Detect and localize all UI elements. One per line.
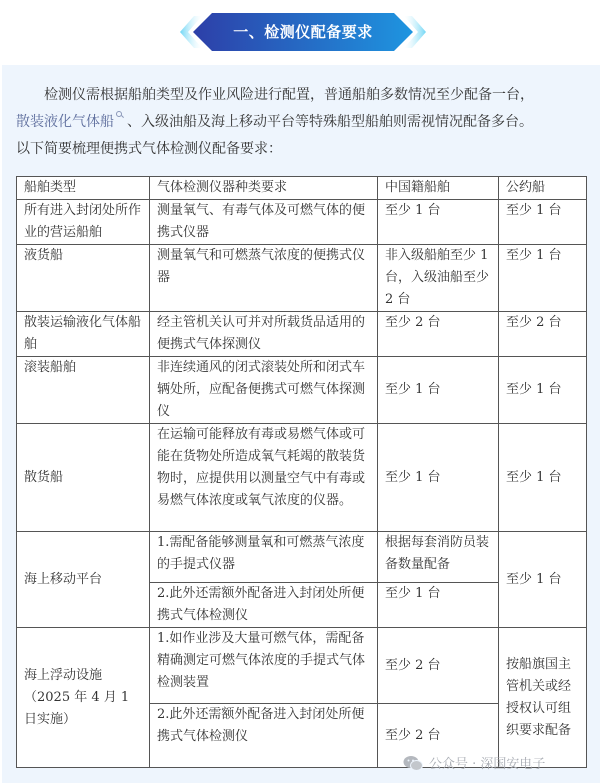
cell-requirement: 1.如作业涉及大量可燃气体，需配备精确测定可燃气体浓度的手提式气体检测装置 xyxy=(150,628,378,704)
intro-line-3: 以下简要梳理便携式气体检测仪配备要求： xyxy=(16,141,282,157)
cell-chinese: 至少 2 台 xyxy=(378,312,499,357)
section-title: 一、检测仪配备要求 xyxy=(233,23,373,41)
cell-chinese: 至少 2 台 xyxy=(378,704,499,768)
table-row xyxy=(17,424,587,532)
term-link-lng-carrier[interactable]: 散装液化气体船 xyxy=(16,114,114,130)
cell-convention: 至少 2 台 xyxy=(499,312,587,357)
table-header-row xyxy=(17,177,587,200)
table-row xyxy=(17,532,587,583)
table-row xyxy=(17,628,587,704)
cell-requirement: 测量氧气、有毒气体及可燃气体的便携式仪器 xyxy=(150,200,378,245)
search-icon[interactable] xyxy=(116,109,124,119)
cell-convention: 按船旗国主管机关或经授权认可组织要求配备 xyxy=(499,628,587,768)
cell-chinese: 至少 1 台 xyxy=(378,583,499,628)
header-ship-type: 船舶类型 xyxy=(17,177,150,200)
cell-requirement: 非连续通风的闭式滚装处所和闭式车辆处所，应配备便携式可燃气体探测仪 xyxy=(150,357,378,424)
header-convention-ships: 公约船 xyxy=(499,177,587,200)
intro-paragraph xyxy=(16,82,586,163)
cell-ship-type: 所有进入封闭处所作业的营运船舶 xyxy=(17,200,150,245)
cell-ship-type: 液货船 xyxy=(17,245,150,312)
cell-ship-type: 散装运输液化气体船舶 xyxy=(17,312,150,357)
header-chinese-ships: 中国籍船舶 xyxy=(378,177,499,200)
table-row xyxy=(17,312,587,357)
cell-chinese: 根据每套消防员装备数量配备 xyxy=(378,532,499,583)
cell-convention: 至少 1 台 xyxy=(499,424,587,532)
intro-line-1: 检测仪需根据船舶类型及作业风险进行配置，普通船舶多数情况至少配备一台， xyxy=(44,87,534,103)
intro-line-2: 、入级油船及海上移动平台等特殊船型船舶则需视情况配备多台。 xyxy=(127,114,533,130)
cell-requirement: 2.此外还需额外配备进入封闭处所便携式气体检测仪 xyxy=(150,583,378,628)
section-banner xyxy=(180,11,426,53)
watermark xyxy=(403,753,545,772)
cell-ship-type: 海上浮动设施（2025 年 4 月 1 日实施） xyxy=(17,628,150,768)
cell-convention: 至少 1 台 xyxy=(499,200,587,245)
cell-ship-type: 海上移动平台 xyxy=(17,532,150,628)
cell-chinese: 至少 1 台 xyxy=(378,357,499,424)
watermark-text: 公众号 · 深国安电子 xyxy=(429,757,546,772)
cell-chinese: 至少 1 台 xyxy=(378,424,499,532)
cell-chinese: 非入级船舶至少 1 台，入级油船至少 2 台 xyxy=(378,245,499,312)
cell-requirement: 在运输可能释放有毒或易燃气体或可能在货物处所造成氧气耗竭的散装货物时，应提供用以测量空气中有毒或易燃气体浓度或氧气浓度的仪器。 xyxy=(150,424,378,532)
cell-requirement: 1.需配备能够测量氧和可燃蒸气浓度的手提式仪器 xyxy=(150,532,378,583)
cell-ship-type: 散货船 xyxy=(17,424,150,532)
cell-requirement: 经主管机关认可并对所载货品适用的便携式气体探测仪 xyxy=(150,312,378,357)
detector-requirements-table xyxy=(16,176,587,768)
cell-convention: 至少 1 台 xyxy=(499,357,587,424)
header-instrument-type: 气体检测仪器种类要求 xyxy=(150,177,378,200)
table-row xyxy=(17,357,587,424)
cell-ship-type: 滚装船舶 xyxy=(17,357,150,424)
cell-convention: 至少 1 台 xyxy=(499,245,587,312)
cell-chinese: 至少 2 台 xyxy=(378,628,499,704)
table-row xyxy=(17,245,587,312)
cell-chinese: 至少 1 台 xyxy=(378,200,499,245)
cell-convention: 至少 1 台 xyxy=(499,532,587,628)
table-row xyxy=(17,200,587,245)
wechat-icon xyxy=(403,755,423,771)
cell-requirement: 2.此外还需额外配备进入封闭处所便携式气体检测仪 xyxy=(150,704,378,768)
cell-requirement: 测量氧气和可燃蒸气浓度的便携式仪器 xyxy=(150,245,378,312)
